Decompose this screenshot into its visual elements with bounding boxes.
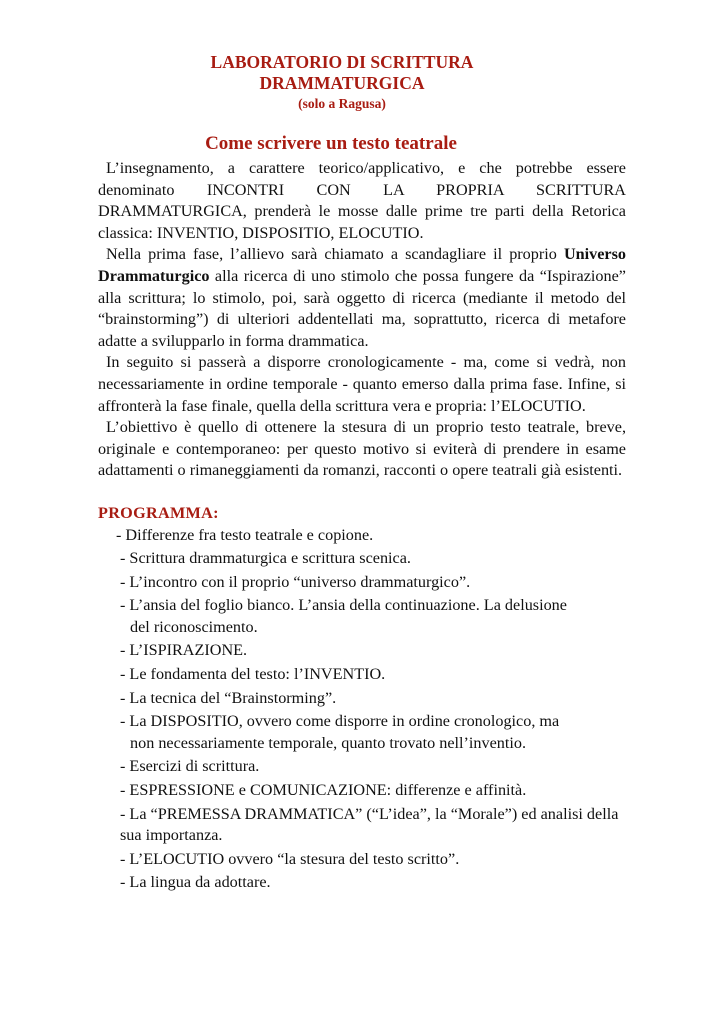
list-item: - Le fondamenta del testo: l’INVENTIO. bbox=[120, 665, 386, 684]
list-item: - La tecnica del “Brainstorming”. bbox=[120, 688, 337, 707]
list-item: - La lingua da adottare. bbox=[120, 873, 271, 892]
list-item: - ESPRESSIONE e COMUNICAZIONE: differenze e affinità. bbox=[120, 781, 527, 800]
programma-list bbox=[98, 525, 626, 895]
paragraph-1: L’insegnamento, a carattere teorico/applicativo, e che potrebbe essere denominato INCONTRI CON LA PROPRIA SCRITTURA DRAMMATURGICA, prenderà le mosse dalle prime tre parti della Retorica classica: INVENTIO, DISPOSITIO, ELOCUTIO. bbox=[98, 159, 626, 242]
title-line-2: DRAMMATURGICA bbox=[259, 73, 425, 93]
list-item: - L’ansia del foglio bianco. L’ansia della continuazione. La delusione del riconoscimento. bbox=[120, 596, 567, 636]
paragraph-4: L’obiettivo è quello di ottenere la stesura di un proprio testo teatrale, breve, originale e contemporaneo: per questo motivo si eviterà di prendere in esame adattamenti o rimaneggiamenti da romanzi, racconti o opere teatrali già esistenti. bbox=[98, 418, 626, 480]
list-item: - L’ELOCUTIO ovvero “la stesura del testo scritto”. bbox=[120, 849, 460, 868]
programma-heading: PROGRAMMA: bbox=[98, 503, 219, 522]
document-page bbox=[98, 52, 626, 896]
list-item: - Scrittura drammaturgica e scrittura scenica. bbox=[120, 549, 411, 568]
list-item: - L’incontro con il proprio “universo drammaturgico”. bbox=[120, 572, 471, 591]
subtitle: Come scrivere un testo teatrale bbox=[205, 133, 457, 154]
list-item: - La DISPOSITIO, ovvero come disporre in ordine cronologico, ma non necessariamente temporale, quanto trovato nell’inventio. bbox=[120, 712, 560, 752]
paragraph-2: Nella prima fase, l’allievo sarà chiamato a scandagliare il proprio Universo Drammaturgico alla ricerca di uno stimolo che possa fungere da “Ispirazione” alla scrittura; lo stimolo, poi, sarà oggetto di ricerca (mediante il metodo del “brainstorming”) di ulteriori addentellati ma, soprattutto, ricerca di metafore adatte a svilupparlo in forma drammatica. bbox=[98, 245, 626, 350]
list-item: - La “PREMESSA DRAMMATICA” (“L’idea”, la “Morale”) ed analisi della sua importanza. bbox=[120, 804, 619, 845]
title-line-1: LABORATORIO DI SCRITTURA bbox=[210, 52, 474, 72]
header bbox=[98, 52, 626, 114]
list-item: - Differenze fra testo teatrale e copione. bbox=[116, 525, 374, 544]
list-item: - Esercizi di scrittura. bbox=[120, 757, 260, 776]
location-note: (solo a Ragusa) bbox=[298, 96, 386, 111]
paragraph-3: In seguito si passerà a disporre cronologicamente - ma, come si vedrà, non necessariamente in ordine temporale - quanto emerso dalla prima fase. Infine, si affronterà la fase finale, quella della scrittura vera e propria: l’ELOCUTIO. bbox=[98, 353, 626, 415]
body-text bbox=[98, 158, 626, 482]
bold-universo: Universo Drammaturgico bbox=[98, 245, 626, 285]
list-item: - L’ISPIRAZIONE. bbox=[120, 641, 248, 660]
